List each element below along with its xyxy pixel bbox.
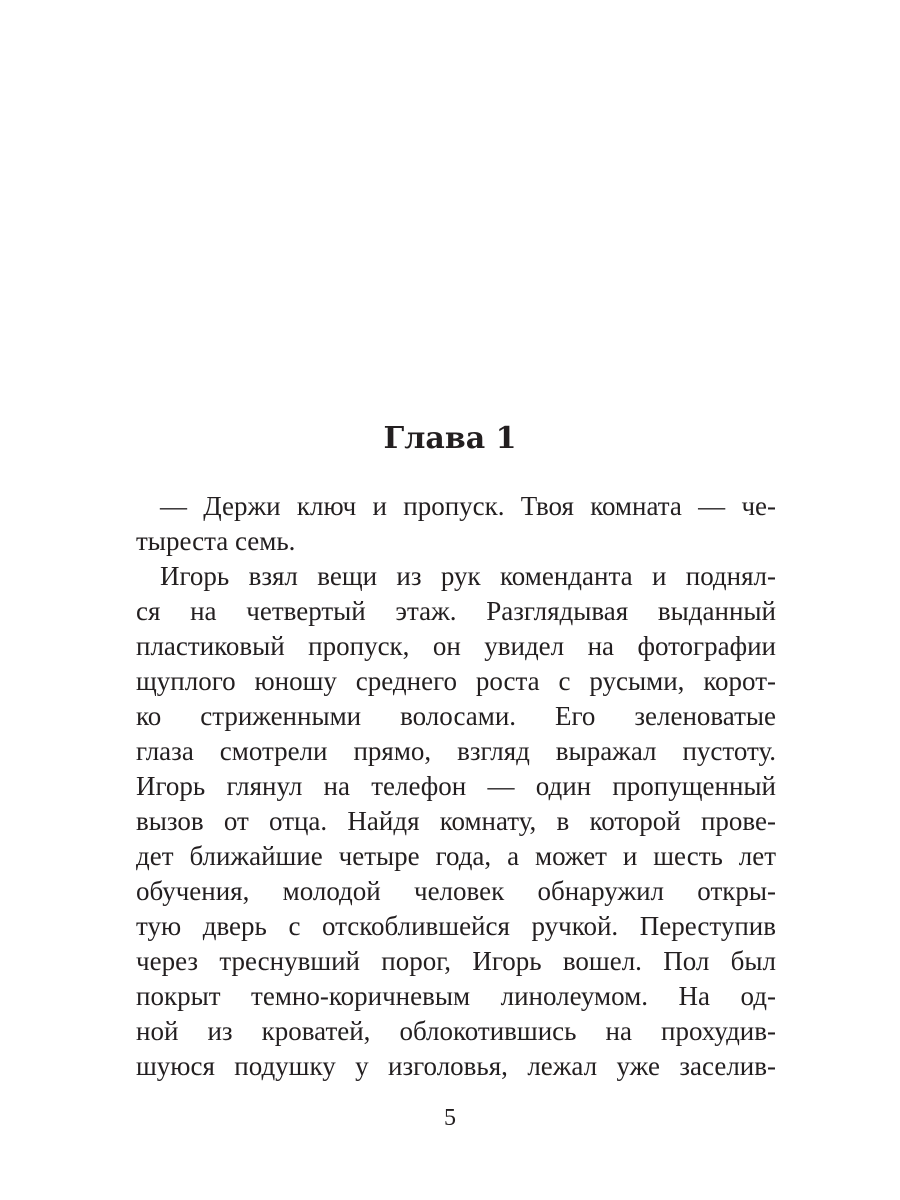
page-number: 5 xyxy=(444,1105,456,1131)
text-line: Игорь взял вещи из рук коменданта и поднял- xyxy=(160,561,776,591)
body-text xyxy=(136,489,776,1084)
text-line: ной из кроватей, облокотившись на прохудив- xyxy=(136,1016,776,1046)
text-line: глаза смотрели прямо, взгляд выражал пустоту. xyxy=(136,736,776,766)
text-line: покрыт темно-коричневым линолеумом. На од- xyxy=(136,981,776,1011)
text-line: через треснувший порог, Игорь вошел. Пол был xyxy=(136,946,776,976)
text-line: Игорь глянул на телефон — один пропущенный xyxy=(136,771,776,801)
text-line: обучения, молодой человек обнаружил откры- xyxy=(136,876,776,906)
text-line: ко стриженными волосами. Его зеленоватые xyxy=(136,701,776,731)
text-line: тыреста семь. xyxy=(136,526,296,556)
text-line: — Держи ключ и пропуск. Твоя комната — че- xyxy=(160,491,776,521)
chapter-title: Глава 1 xyxy=(383,421,517,456)
text-line: вызов от отца. Найдя комнату, в которой прове- xyxy=(136,806,776,836)
text-line: ся на четвертый этаж. Разглядывая выданный xyxy=(136,596,776,626)
text-line: дет ближайшие четыре года, а может и шесть лет xyxy=(136,841,776,871)
text-line: пластиковый пропуск, он увидел на фотографии xyxy=(136,631,776,661)
text-line: щуплого юношу среднего роста с русыми, корот- xyxy=(136,666,776,696)
text-line: шуюся подушку у изголовья, лежал уже заселив- xyxy=(136,1051,776,1081)
text-line: тую дверь с отскоблившейся ручкой. Переступив xyxy=(136,911,776,941)
